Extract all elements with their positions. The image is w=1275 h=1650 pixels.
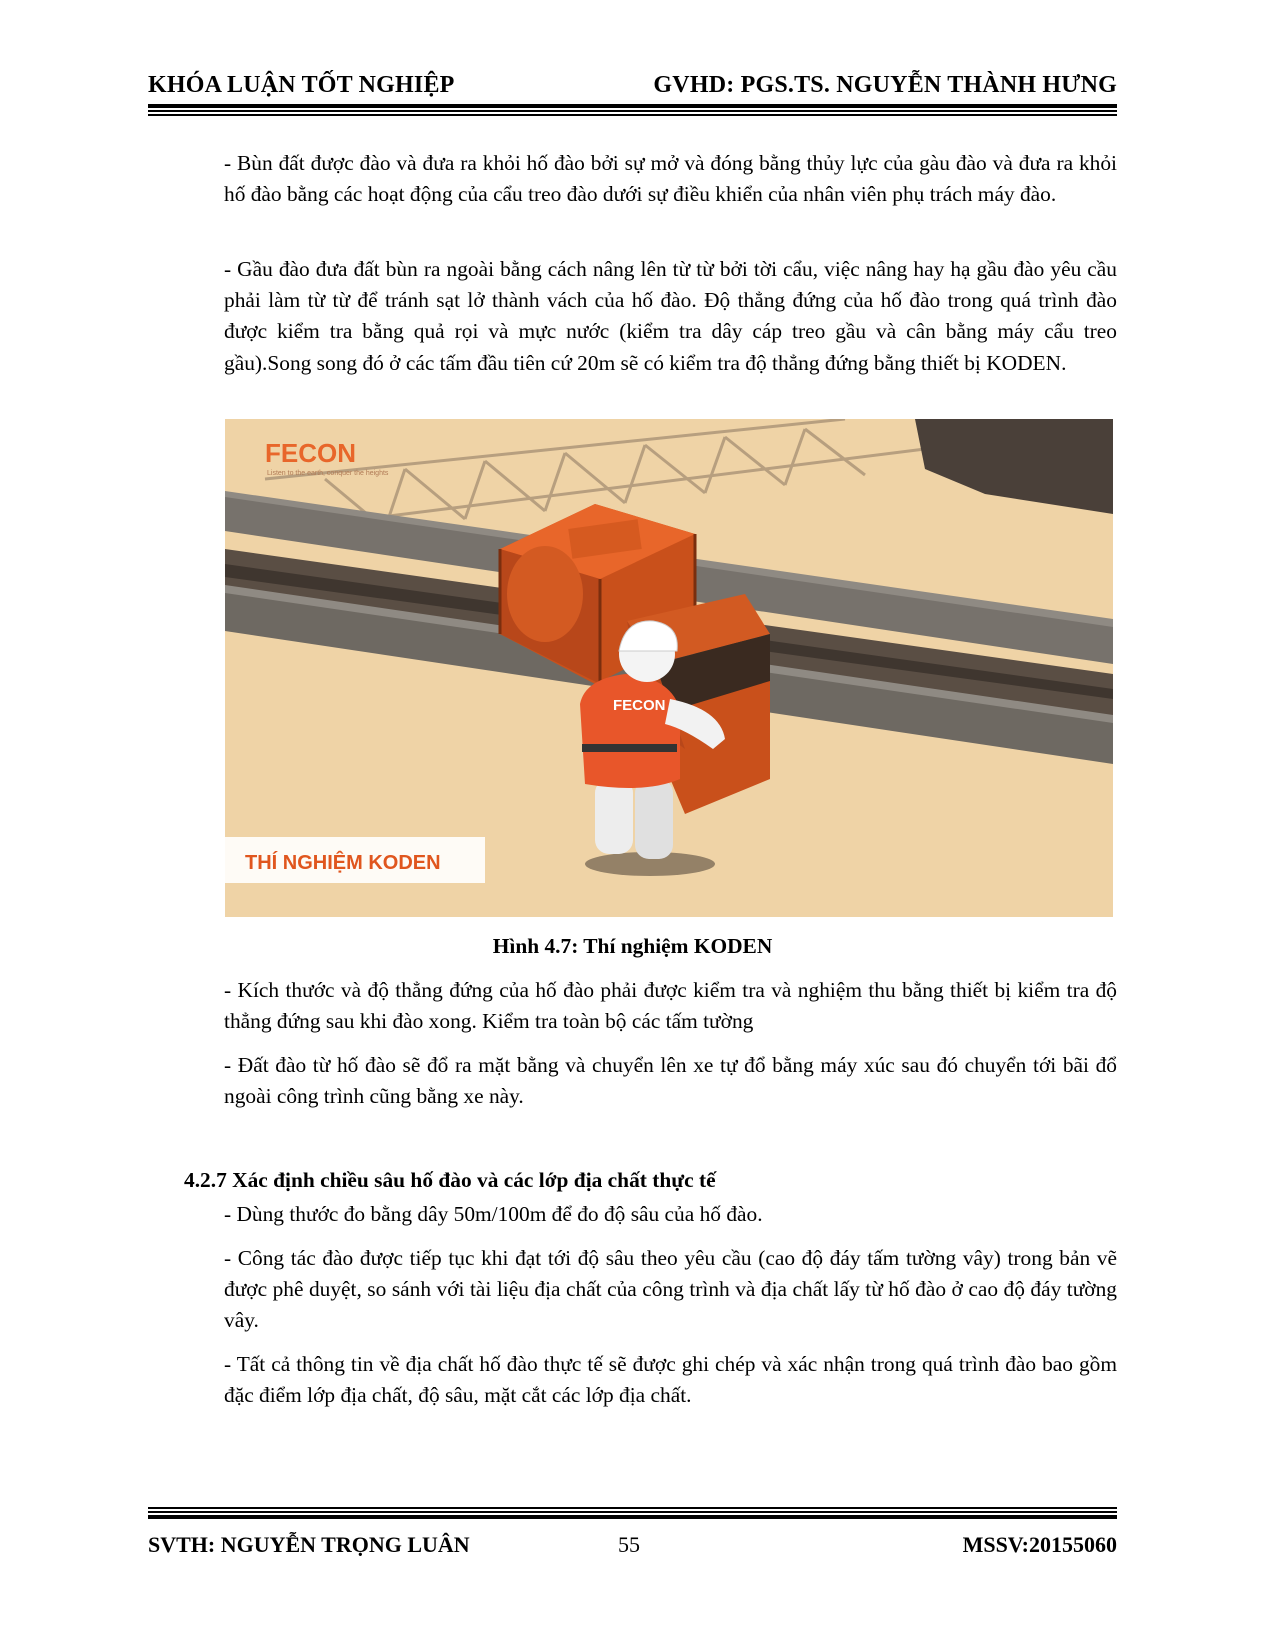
footer-rule-thick: [148, 1515, 1117, 1519]
section-paragraph-1: [224, 1199, 1117, 1230]
top-paragraph-1: [224, 148, 1117, 210]
paragraph-text: - Kích thước và độ thẳng đứng của hố đào phải được kiểm tra và nghiệm thu bằng thiết bị kiểm tra độ thẳng đứng sau khi đào xong. Kiểm tra toàn bộ các tấm tường: [224, 978, 1117, 1034]
paragraph-text: - Gầu đào đưa đất bùn ra ngoài bằng cách nâng lên từ từ bởi tời cẩu, việc nâng hay hạ gầu đào yêu cầu phải làm từ từ để tránh sạt lở thành vách của hố đào. Độ thẳng đứng của hố đào trong quá trình đào được kiểm tra bằng quả rọi và mực nước (kiểm tra dây cáp treo gầu và cân bằng máy cẩu treo gầu).Song song đó ở các tấm đầu tiên cứ 20m sẽ có kiểm tra độ thẳng đứng bằng thiết bị KODEN.: [224, 257, 1117, 375]
header-thesis-title: KHÓA LUẬN TỐT NGHIỆP: [148, 72, 455, 98]
footer-rule-thin: [148, 1507, 1117, 1509]
overlay-label: THÍ NGHIỆM KODEN: [245, 852, 441, 874]
section-paragraph-2: [224, 1243, 1117, 1337]
header-rule-thin-2: [148, 114, 1117, 116]
header-rule-thick: [148, 104, 1117, 108]
header-advisor: GVHD: PGS.TS. NGUYỄN THÀNH HƯNG: [653, 72, 1117, 98]
paragraph-text: - Công tác đào được tiếp tục khi đạt tới độ sâu theo yêu cầu (cao độ đáy tấm tường vây) trong bản vẽ được phê duyệt, so sánh với tài liệu địa chất của công trình và địa chất lấy từ hố đào ở cao độ đáy tường vây.: [224, 1246, 1117, 1333]
top-paragraph-2: [224, 254, 1117, 379]
section-paragraph-3: [224, 1349, 1117, 1411]
footer-student: SVTH: NGUYỄN TRỌNG LUÂN: [148, 1532, 470, 1557]
page-number: 55: [618, 1532, 640, 1557]
fecon-logo: FECON: [265, 438, 356, 468]
koden-illustration: [225, 419, 1113, 917]
mid-paragraph-1: [224, 975, 1117, 1037]
paragraph-text: - Bùn đất được đào và đưa ra khỏi hố đào bởi sự mở và đóng bằng thủy lực của gàu đào và đưa ra khỏi hố đào bằng các hoạt động của cẩu treo đào dưới sự điều khiển của nhân viên phụ trách máy đào.: [224, 151, 1117, 207]
page-header: [148, 68, 1117, 102]
footer-student-id: MSSV:20155060: [962, 1532, 1117, 1557]
paragraph-text: - Dùng thước đo bằng dây 50m/100m để đo độ sâu của hố đào.: [224, 1202, 763, 1226]
figure-caption: Hình 4.7: Thí nghiệm KODEN: [492, 934, 773, 958]
mid-paragraph-2: [224, 1050, 1117, 1112]
fecon-slogan: Listen to the earth, conquer the heights: [267, 470, 389, 477]
section-heading: 4.2.7 Xác định chiều sâu hố đào và các lớp địa chất thực tế: [184, 1168, 716, 1192]
footer-rule-thin-2: [148, 1511, 1117, 1513]
figure-koden-test: [225, 419, 1113, 917]
paragraph-text: - Đất đào từ hố đào sẽ đổ ra mặt bằng và chuyển lên xe tự đổ bằng máy xúc sau đó chuyển tới bãi đổ ngoài công trình cũng bằng xe này.: [224, 1053, 1117, 1109]
page-footer: [148, 1532, 1117, 1566]
vest-logo: FECON: [613, 697, 666, 714]
header-rule-thin: [148, 110, 1117, 112]
paragraph-text: - Tất cả thông tin về địa chất hố đào thực tế sẽ được ghi chép và xác nhận trong quá trình đào bao gồm đặc điểm lớp địa chất, độ sâu, mặt cắt các lớp địa chất.: [224, 1352, 1117, 1408]
